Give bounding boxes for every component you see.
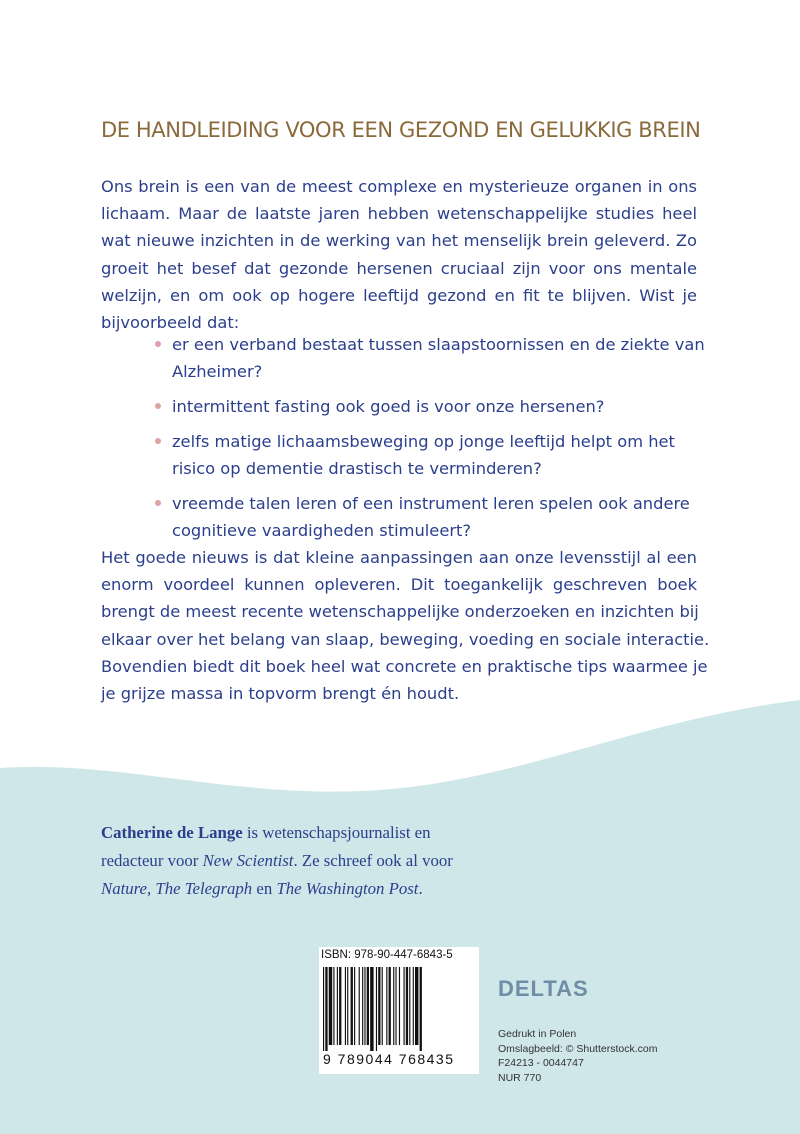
barcode-bar	[351, 967, 353, 1045]
barcode-bar	[415, 967, 418, 1045]
barcode-bar	[339, 967, 341, 1045]
outro-line: brengt de meest recente wetenschappelijke onderzoeken en inzichten bij	[101, 602, 699, 622]
barcode-bar	[325, 967, 327, 1051]
barcode-bar	[333, 967, 334, 1045]
barcode-bar	[378, 967, 380, 1045]
barcode-bar	[395, 967, 396, 1045]
barcode-bar	[329, 967, 332, 1045]
outro-line: enorm voordeel kunnen opleveren. Dit toegankelijk geschreven boek	[101, 575, 697, 595]
bullet-dot-icon	[155, 438, 161, 444]
bullet-list	[155, 331, 715, 552]
outro-line: je grijze massa in topvorm brengt én houdt.	[101, 684, 460, 704]
list-item	[155, 490, 715, 544]
barcode-bar	[362, 967, 363, 1045]
barcode-bar	[386, 967, 387, 1045]
barcode-bar	[323, 967, 324, 1051]
intro-line: wat nieuwe inzichten in de werking van het menselijk brein geleverd. Zo	[101, 231, 697, 251]
barcode-bar	[409, 967, 410, 1045]
barcode-bar	[399, 967, 400, 1045]
barcode-bar	[404, 967, 405, 1045]
author-name: Catherine de Lange	[101, 823, 243, 842]
intro-paragraph	[101, 173, 697, 336]
print-info-line: NUR 770	[498, 1071, 542, 1084]
barcode-bar	[347, 967, 348, 1045]
bio-text: . Ze schreef ook al voor	[293, 851, 453, 870]
publication-name: Nature, The Telegraph	[101, 879, 253, 898]
isbn-label: ISBN: 978-90-447-6843-5	[321, 949, 453, 961]
outro-line: elkaar over het belang van slaap, beweging, voeding en sociale interactie.	[101, 629, 710, 649]
intro-line: groeit het besef dat gezonde hersenen cruciaal zijn voor ons mentale	[101, 258, 697, 278]
bullet-dot-icon	[155, 403, 161, 409]
list-item-text: zelfs matige lichaamsbeweging op jonge leeftijd helpt om het risico op dementie drastisch te verminderen?	[172, 432, 675, 478]
bio-text: is wetenschapsjournalist en	[242, 823, 431, 842]
list-item-text: er een verband bestaat tussen slaapstoornissen en de ziekte van Alzheimer?	[172, 335, 705, 381]
print-info-line: Omslagbeeld: © Shutterstock.com	[498, 1042, 658, 1055]
barcode-bar	[364, 967, 365, 1045]
list-item	[155, 331, 715, 385]
barcode-bar	[367, 967, 369, 1045]
bio-text: redacteur voor	[101, 851, 203, 870]
intro-line: bijvoorbeeld dat:	[101, 313, 240, 333]
list-item-text: vreemde talen leren of een instrument leren spelen ook andere cognitieve vaardigheden stimuleert?	[172, 494, 690, 540]
intro-line: lichaam. Maar de laatste jaren hebben wetenschappelijke studies heel	[101, 204, 697, 224]
bio-text: en	[252, 879, 277, 898]
intro-line: Ons brein is een van de meest complexe en mysterieuze organen in ons	[101, 177, 697, 196]
barcode-bar	[413, 967, 414, 1045]
outro-paragraph	[101, 544, 710, 707]
barcode-bar	[345, 967, 346, 1045]
list-item	[155, 393, 715, 420]
barcode-bar	[389, 967, 391, 1045]
barcode-bar	[376, 967, 377, 1051]
bio-text: .	[418, 879, 423, 898]
barcode-bar	[393, 967, 394, 1045]
publication-name: New Scientist	[202, 851, 294, 870]
barcode	[319, 947, 479, 1074]
barcode-bar	[370, 967, 373, 1051]
barcode-bar	[359, 967, 360, 1045]
publisher-logo: DELTAS	[498, 976, 589, 1001]
publication-name: The Washington Post	[276, 879, 419, 898]
print-info	[498, 1027, 657, 1085]
bullet-dot-icon	[155, 500, 161, 506]
barcode-bar	[406, 967, 408, 1045]
barcode-bar	[382, 967, 383, 1045]
outro-line: Het goede nieuws is dat kleine aanpassingen aan onze levensstijl al een	[101, 548, 697, 567]
barcode-bar	[354, 967, 355, 1045]
list-item-text: intermittent fasting ook goed is voor onze hersenen?	[172, 397, 605, 416]
barcode-bar	[337, 967, 338, 1045]
barcode-bar	[420, 967, 422, 1051]
intro-line: welzijn, en om ook op hogere leeftijd gezond en fit te blijven. Wist je	[101, 285, 697, 305]
bullet-dot-icon	[155, 341, 161, 347]
author-bio	[101, 819, 501, 903]
barcode-digits: 9 789044 768435	[323, 1051, 455, 1067]
barcode-bars-icon	[319, 967, 479, 1051]
outro-line: Bovendien biedt dit boek heel wat concrete en praktische tips waarmee je	[101, 656, 708, 676]
page-title: DE HANDLEIDING VOOR EEN GEZOND EN GELUKKIG BREIN	[101, 118, 701, 142]
print-info-line: Gedrukt in Polen	[498, 1028, 577, 1040]
list-item	[155, 428, 715, 482]
print-info-line: F24213 - 0044747	[498, 1057, 584, 1069]
